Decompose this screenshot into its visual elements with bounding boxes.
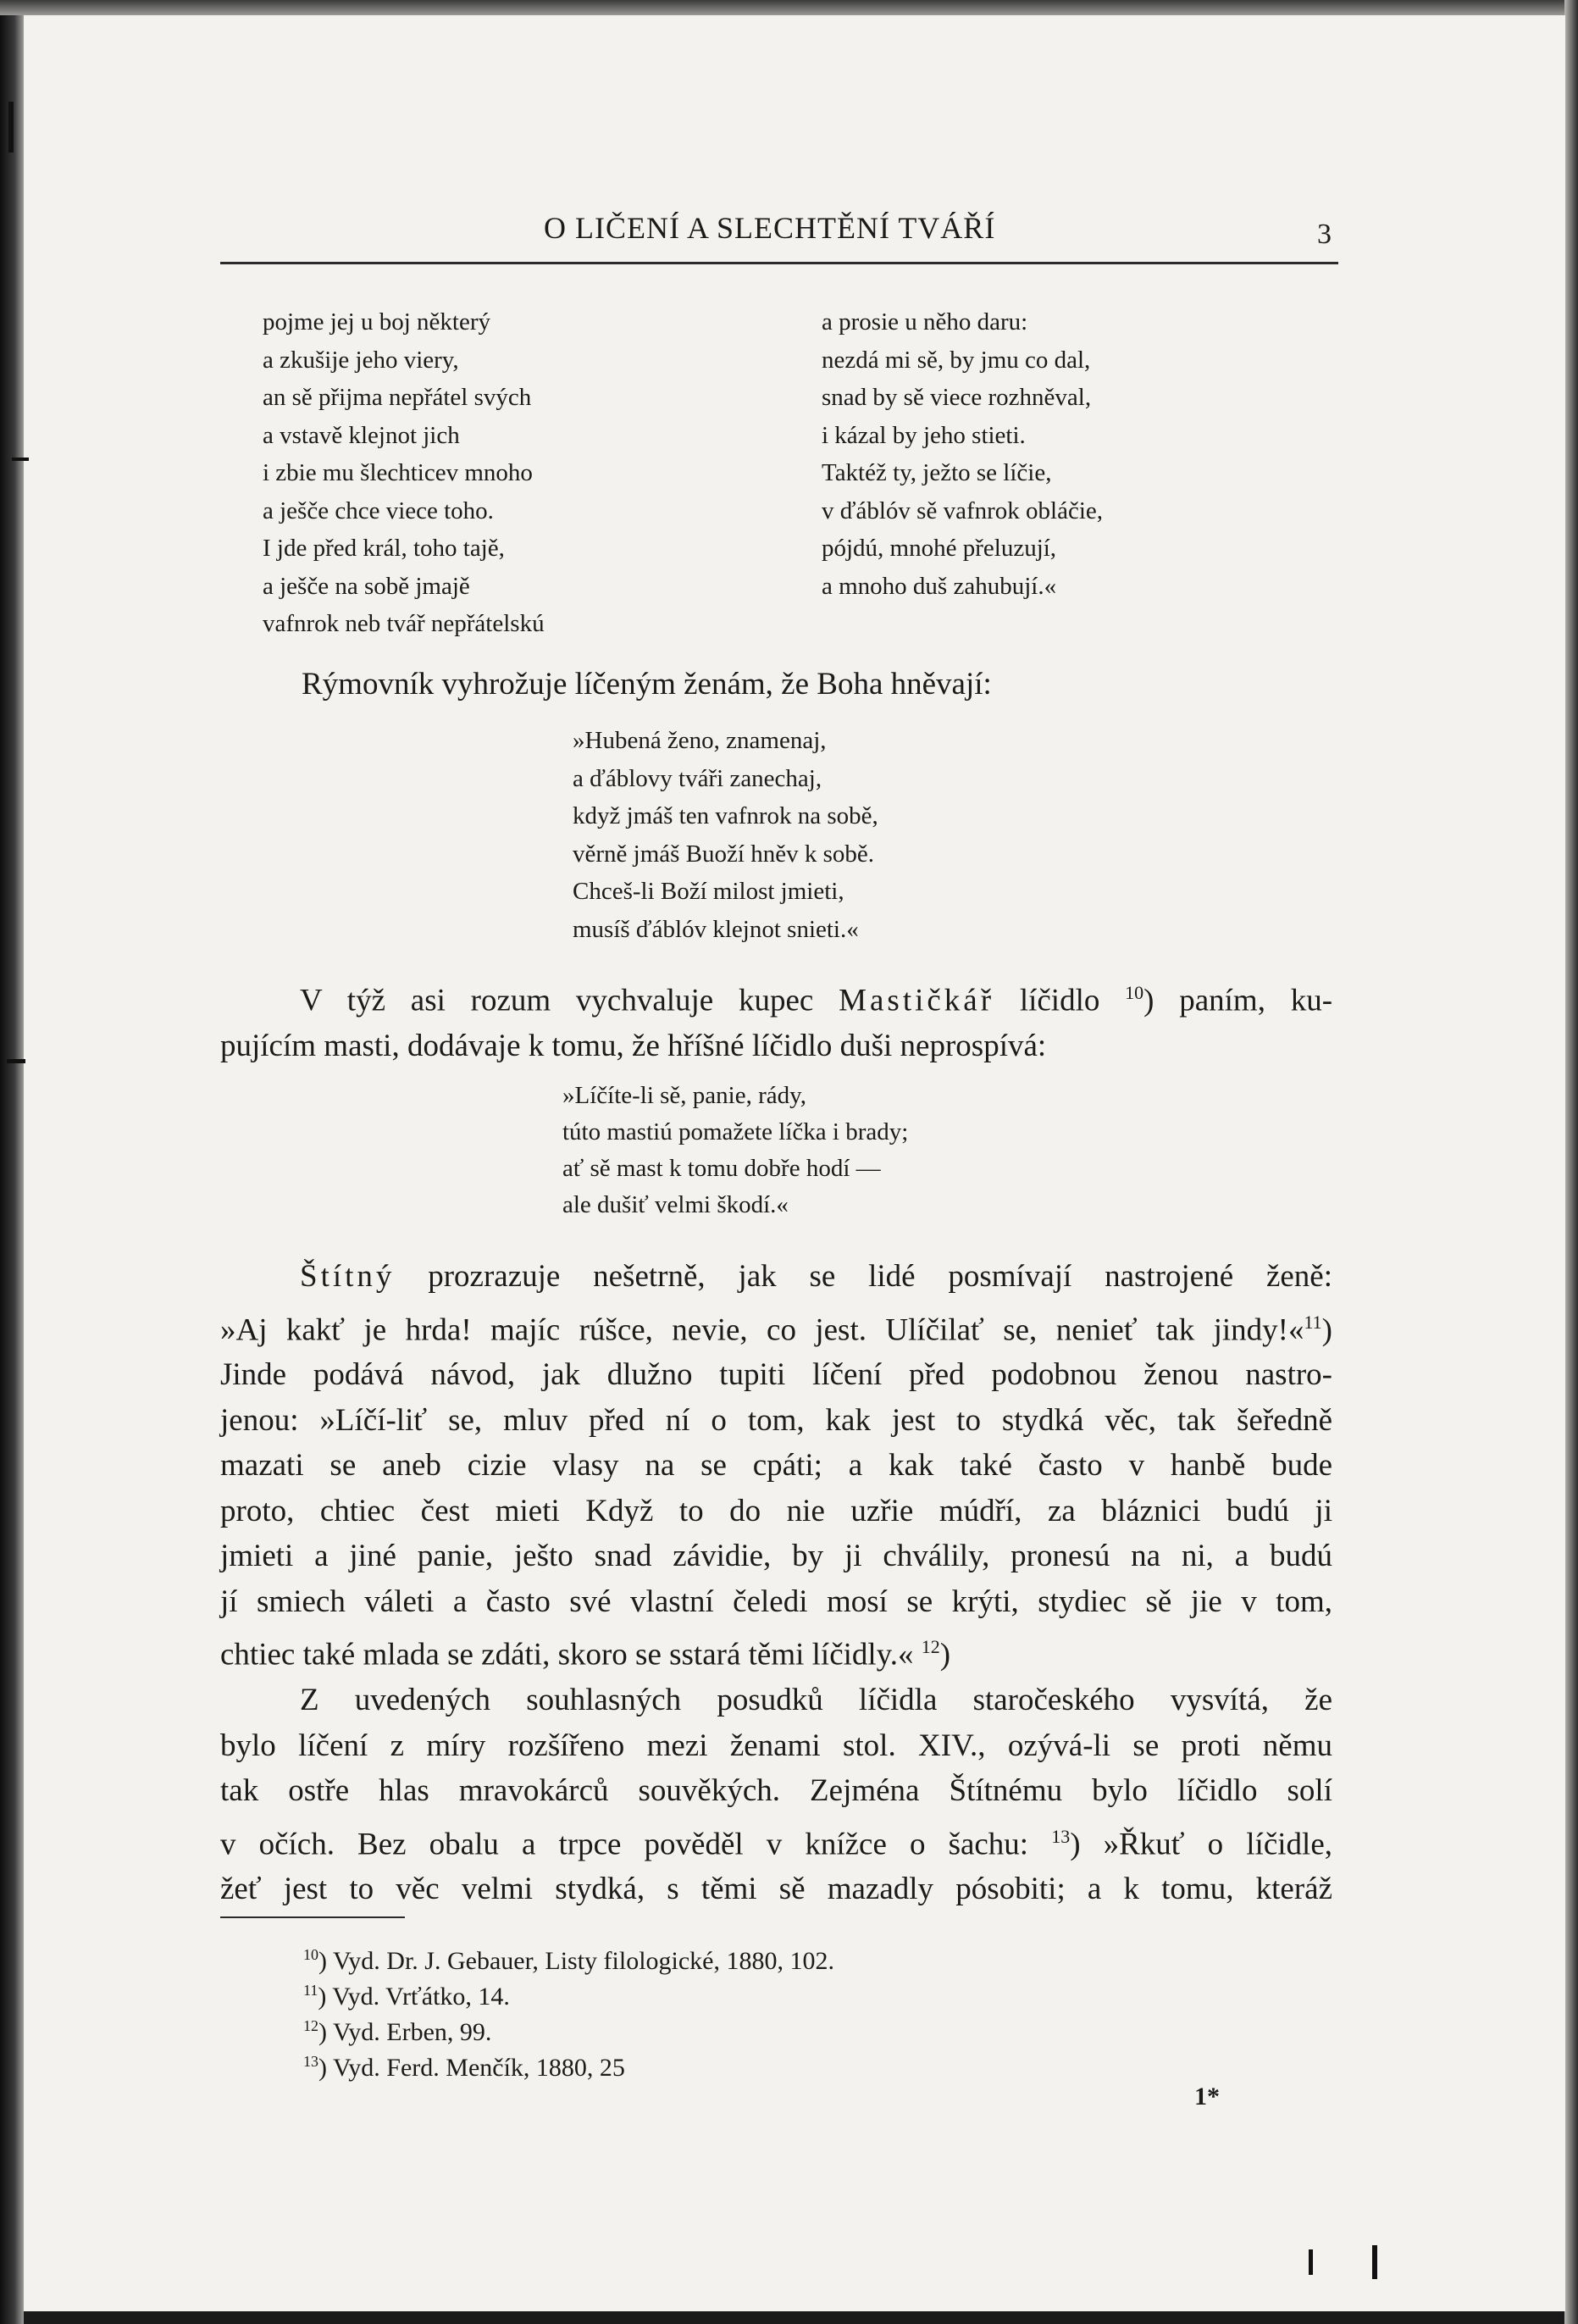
page-number: 3: [1317, 219, 1332, 250]
edge-mark: [1309, 2249, 1313, 2275]
footnote-number: 10: [303, 1946, 318, 1963]
verse-line: pojme jej u boj některý: [263, 308, 490, 336]
footnote: [303, 1940, 834, 1976]
verse-line: an sě přijma nepřátel svých: [263, 384, 532, 411]
edge-mark: [12, 458, 29, 461]
text-span: ): [1321, 1312, 1332, 1347]
text-span: »Aj kakť je hrda! majíc rúšce, nevie, co jest. Ulíčilať se, nenieť tak jindy!«: [220, 1312, 1304, 1347]
footnote-ref: 10: [1125, 982, 1144, 1003]
prose-line: Jinde podává návod, jak dlužno tupiti líčení před podobnou ženou nastro-: [220, 1357, 1332, 1393]
prose-line: žeť jest to věc velmi stydká, s těmi sě mazadly pósobiti; a k tomu, kteráž: [220, 1872, 1332, 1907]
verse-line: ať sě mast k tomu dobře hodí —: [562, 1155, 881, 1182]
footnote-number: 13: [303, 2053, 318, 2070]
prose-line: proto, chtiec čest mieti Když to do nie uzřie múdří, za bláznici budú ji: [220, 1493, 1332, 1528]
verse-licite: [562, 1078, 908, 1223]
paragraph-stitny: [220, 1254, 1332, 1912]
prose-line: [220, 1624, 1332, 1678]
footnote-text: ) Vyd. Ferd. Menčík, 1880, 25: [318, 2054, 625, 2082]
verse-line: nezdá mi sě, by jmu co dal,: [822, 346, 1091, 374]
verse-line: I jde před král, toho tajě,: [263, 535, 505, 562]
intro-line: Rýmovník vyhrožuje líčeným ženám, že Boha hněvají:: [302, 667, 992, 702]
verse-line: i zbie mu šlechticev mnoho: [263, 459, 533, 486]
right-scan-edge: [1564, 0, 1578, 2324]
verse-line: a zkušije jeho viery,: [263, 346, 459, 374]
verse-line: i kázal by jeho stieti.: [822, 421, 1026, 449]
verse-line: a ješče na sobě jmajě: [263, 572, 470, 600]
paragraph-mastickar: [220, 970, 1332, 1068]
edge-mark: [7, 1059, 25, 1063]
top-scan-edge: [0, 0, 1578, 15]
header-rule: [220, 262, 1338, 264]
verse-line: a mnoho duš zahubují.«: [822, 572, 1057, 600]
text-span: v očích. Bez obalu a trpce pověděl v knížce o šachu:: [220, 1826, 1029, 1861]
text-span: ): [939, 1637, 951, 1672]
verse-line: věrně jmáš Buoží hněv k sobě.: [573, 840, 874, 868]
verse-line: když jmáš ten vafnrok na sobě,: [573, 802, 878, 829]
edge-mark: [8, 102, 14, 153]
verse-column-right: [822, 303, 1103, 605]
verse-line: pójdú, mnohé přeluzují,: [822, 535, 1057, 562]
prose-line: jmieti a jiné panie, ješto snad závidie, by ji chválily, pronesú na ni, a budú: [220, 1539, 1332, 1574]
verse-line: a ďáblovy tváři zanechaj,: [573, 764, 822, 792]
text-span: ) »Řkuť o líčidle,: [1070, 1826, 1332, 1861]
verse-line: »Líčíte-li sě, panie, rády,: [562, 1082, 807, 1109]
prose-line: [220, 1300, 1332, 1353]
text-span: prozrazuje nešetrně, jak se lidé posmívají nastrojené ženě:: [395, 1259, 1332, 1294]
prose-line: bylo líčení z míry rozšířeno mezi ženami stol. XIV., ozývá-li se proti němu: [220, 1728, 1332, 1763]
text-span: ) paním, ku-: [1143, 983, 1333, 1018]
verse-line: Chceš-li Boží milost jmieti,: [573, 878, 844, 905]
footnote: [303, 1976, 834, 2011]
verse-hubena: [573, 722, 878, 948]
footnote-rule: [220, 1916, 405, 1918]
footnote-number: 11: [303, 1982, 318, 1999]
verse-line: a vstavě klejnot jich: [263, 421, 460, 449]
verse-line: musíš ďáblóv klejnot snieti.«: [573, 915, 859, 943]
prose-line: mazati se aneb cizie vlasy na se cpáti; a kak také často v hanbě bude: [220, 1448, 1332, 1484]
verse-column-left: [263, 303, 545, 643]
running-title: O LIČENÍ A SLECHTĚNÍ TVÁŘÍ: [544, 211, 996, 245]
prose-line: Z uvedených souhlasných posudků líčidla staročeského vysvítá, že: [300, 1683, 1332, 1718]
footnote-number: 12: [303, 2017, 318, 2034]
verse-line: Taktéž ty, ježto se líčie,: [822, 459, 1052, 486]
verse-line: túto mastiú pomažete líčka i brady;: [562, 1118, 909, 1145]
prose-line: jí smiech váleti a často své vlastní čeledi mosí se krýti, stydiec sě jie v tom,: [220, 1584, 1332, 1619]
verse-line: a prosie u něho daru:: [822, 308, 1028, 336]
verse-line: snad by sě viece rozhněval,: [822, 384, 1092, 411]
verse-line: ale dušiť velmi škodí.«: [562, 1191, 789, 1218]
text-span: líčidlo: [1019, 983, 1100, 1018]
verse-line: »Hubená ženo, znamenaj,: [573, 727, 827, 754]
prose-line: [220, 1254, 1332, 1300]
edge-mark: [1372, 2245, 1377, 2279]
footnote: [303, 2047, 834, 2083]
verse-line: v ďáblóv sě vafnrok obláčie,: [822, 496, 1103, 524]
text-span: V týž asi rozum vychvaluje kupec: [300, 983, 814, 1018]
footnote-text: ) Vyd. Vrťátko, 14.: [318, 1983, 510, 2011]
prose-line: [220, 1814, 1332, 1867]
footnote-text: ) Vyd. Erben, 99.: [318, 2018, 492, 2046]
name-mastickar: Mastičkář: [839, 983, 995, 1018]
text-span: chtiec také mlada se zdáti, skoro se sstará těmi líčidly.«: [220, 1637, 914, 1672]
prose-line: tak ostře hlas mravokárců souvěkých. Zejména Štítnému bylo líčidlo solí: [220, 1773, 1332, 1809]
prose-line: jenou: »Líčí-liť se, mluv před ní o tom, kak jest to stydká věc, tak šeředně: [220, 1402, 1332, 1438]
verse-line: vafnrok neb tvář nepřátelskú: [263, 610, 545, 637]
footnote-ref: 12: [921, 1636, 940, 1658]
footnote-ref: 11: [1304, 1311, 1322, 1333]
left-scan-edge: [0, 0, 24, 2324]
footnote-text: ) Vyd. Dr. J. Gebauer, Listy filologické, 1880, 102.: [318, 1947, 834, 1975]
prose-line: [220, 970, 1332, 1023]
signature-mark: 1*: [1194, 2083, 1220, 2110]
prose-line: pujícím masti, dodávaje k tomu, že hříšné líčidlo duši neprospívá:: [220, 1028, 1047, 1063]
footnote: [303, 2011, 834, 2047]
verse-line: a ješče chce viece toho.: [263, 496, 494, 524]
footnotes: [303, 1940, 834, 2083]
name-stitny: Štítný: [300, 1259, 396, 1294]
footnote-ref: 13: [1051, 1825, 1071, 1847]
